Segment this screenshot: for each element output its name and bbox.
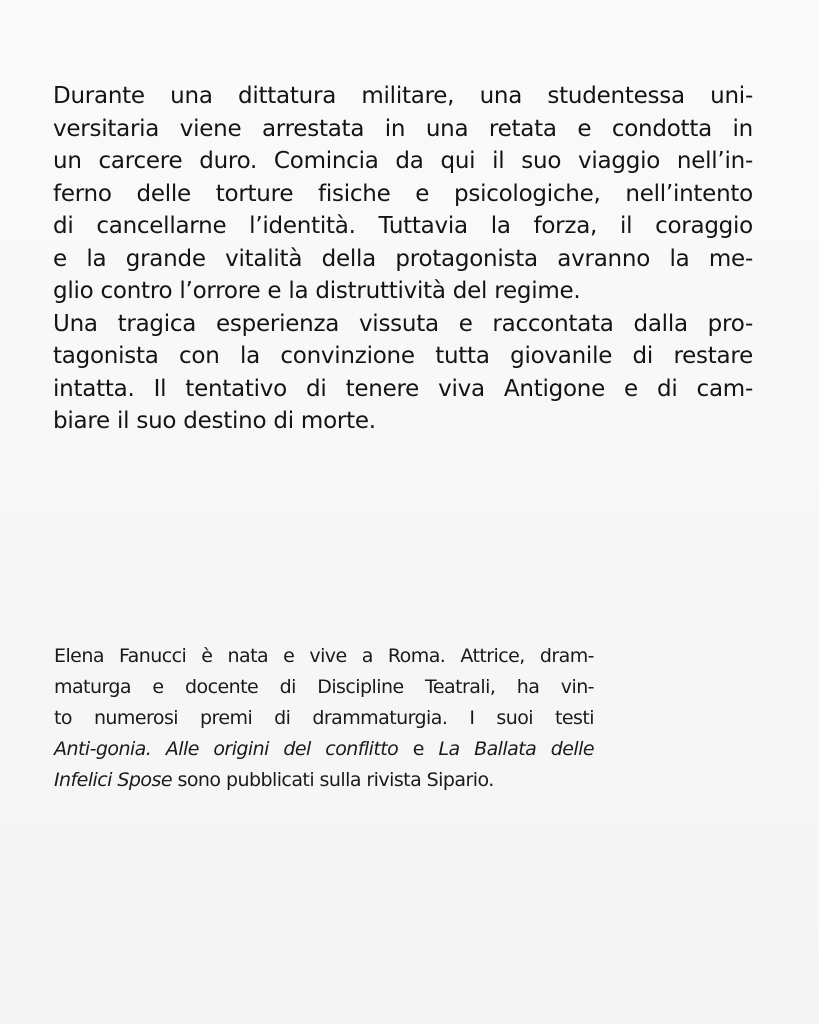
bio-line [54,734,594,765]
synopsis-line: di cancellarne l’identità. Tuttavia la forza, il coraggio [53,213,753,239]
bio-line: to numerosi premi di drammaturgia. I suoi testi [54,707,594,729]
synopsis-line: Una tragica esperienza vissuta e raccontata dalla pro- [53,310,753,337]
work-title-ballata-part1: La Ballata delle [438,738,594,760]
bio-line: Elena Fanucci è nata e vive a Roma. Attrice, dram- [54,645,594,667]
synopsis-line: e la grande vitalità della protagonista avranno la me- [53,245,753,272]
synopsis-line: un carcere duro. Comincia da qui il suo viaggio nell’in- [53,148,753,174]
bio-conjunction: e [398,738,439,760]
synopsis-line: intatta. Il tentativo di tenere viva Antigone e di cam- [53,375,753,402]
synopsis-line: versitaria viene arrestata in una retata e condotta in [53,115,753,142]
work-title-ballata-part2: Infelici Spose [54,769,172,791]
bio-line [54,765,594,796]
synopsis-line: tagonista con la convinzione tutta giovanile di restare [53,343,753,369]
bio-line: maturga e docente di Discipline Teatrali, ha vin- [54,676,594,698]
bio-publication-note: sono pubblicati sulla rivista Sipario. [171,769,494,791]
synopsis-paragraph [53,80,753,438]
synopsis-line: glio contro l’orrore e la distruttività del regime. [53,278,581,304]
author-bio [54,641,594,796]
work-title-antigonia: Anti-gonia. Alle origini del conflitto [54,738,399,760]
synopsis-line: biare il suo destino di morte. [53,408,376,434]
synopsis-line: Durante una dittatura militare, una studentessa uni- [53,83,753,109]
synopsis-line: ferno delle torture fisiche e psicologiche, nell’intento [53,180,753,207]
